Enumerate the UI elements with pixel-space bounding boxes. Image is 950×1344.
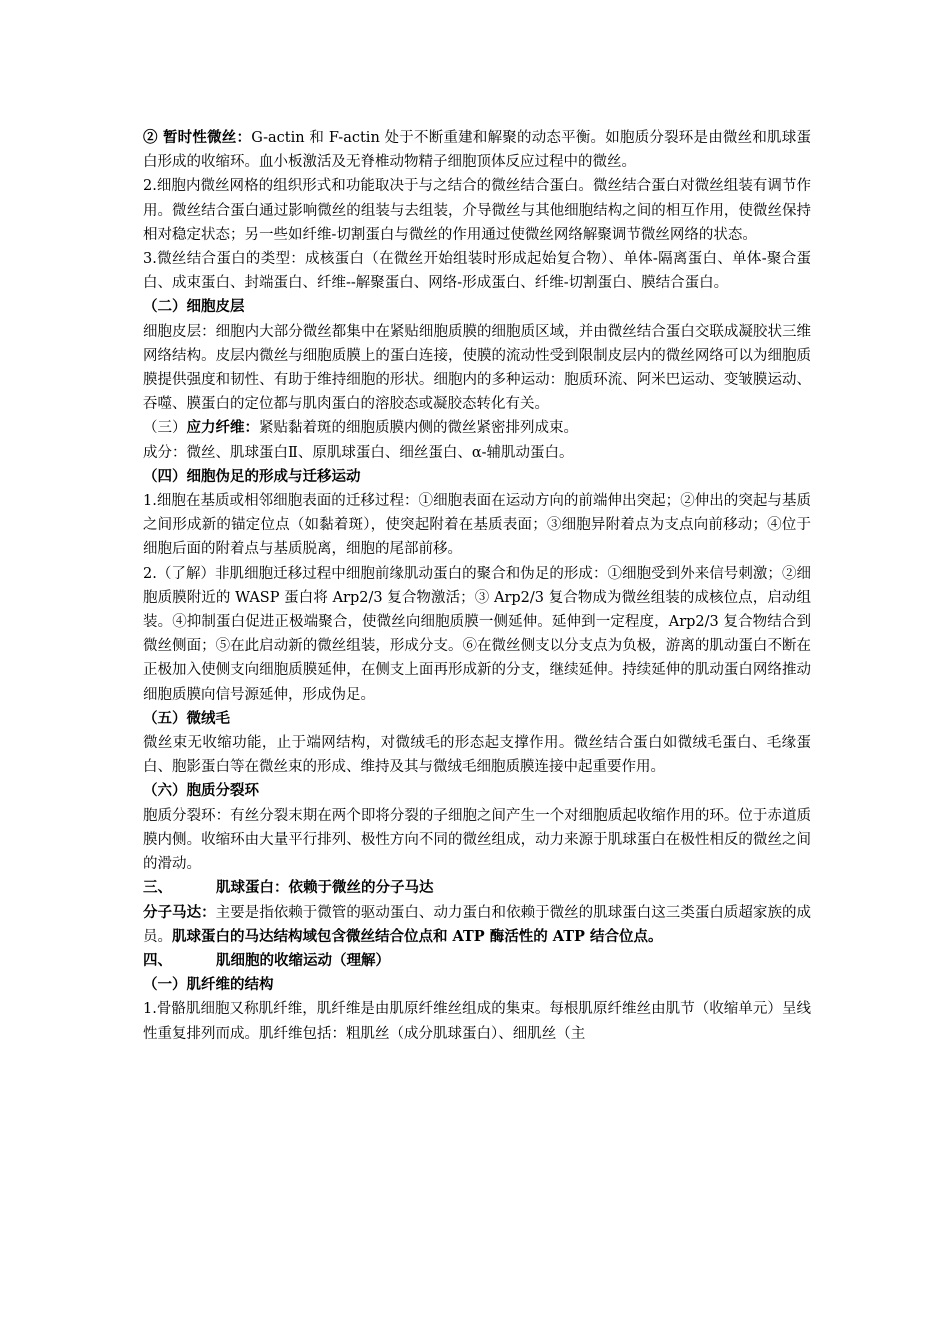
para-myofibril: 1.骨骼肌细胞又称肌纤维，肌纤维是由肌原纤维丝组成的集束。每根肌原纤维丝由肌节（收缩单元）呈线性重复排列而成。肌纤维包括：粗肌丝（成分肌球蛋白）、细肌丝（主 bbox=[143, 1001, 811, 1042]
para-stress-fiber bbox=[143, 416, 811, 440]
heading-contraction-number: 四、 bbox=[143, 951, 172, 969]
molecular-motor-text-1: 主要是指依赖于微管的驱动蛋白、动力蛋白和依赖于微丝的肌球蛋白这三类蛋白质超家族的成员。 bbox=[143, 904, 812, 945]
stress-fiber-prefix: （三） bbox=[143, 420, 187, 437]
heading-myosin-title: 肌球蛋白：依赖于微丝的分子马达 bbox=[216, 879, 434, 897]
stress-fiber-text: 紧贴黏着斑的细胞质膜内侧的微丝紧密排列成束。 bbox=[259, 420, 578, 437]
heading-muscle-contraction bbox=[143, 949, 811, 973]
para-microvilli: 微丝束无收缩功能，止于端网结构，对微绒毛的形态起支撑作用。微丝结合蛋白如微绒毛蛋白、毛缘蛋白、胞影蛋白等在微丝束的形成、维持及其与微绒毛细胞质膜连接中起重要作用。 bbox=[143, 735, 811, 776]
para-3: 3.微丝结合蛋白的类型：成核蛋白（在微丝开始组装时形成起始复合物）、单体-隔离蛋白、单体-聚合蛋白、成束蛋白、封端蛋白、纤维--解聚蛋白、网络-形成蛋白、纤维-切割蛋白、膜结合蛋白。 bbox=[143, 251, 811, 292]
heading-contractile-ring: （六）胞质分裂环 bbox=[143, 782, 259, 800]
heading-cell-cortex: （二）细胞皮层 bbox=[143, 298, 245, 316]
label-temporary-microfilament: ② 暂时性微丝： bbox=[143, 129, 252, 146]
stress-fiber-label: 应力纤维： bbox=[186, 419, 259, 437]
heading-myofibril-structure: （一）肌纤维的结构 bbox=[143, 976, 274, 994]
molecular-motor-label: 分子马达： bbox=[143, 903, 216, 921]
heading-myosin bbox=[143, 876, 811, 900]
para-migration-2: 2.（了解）非肌细胞迁移过程中细胞前缘肌动蛋白的聚合和伪足的形成：①细胞受到外来信号刺激；②细胞质膜附近的 WASP 蛋白将 Arp2/3 复合物激活；③ Arp2/3 复合物成为微丝组装的成核位点，启动组装。④抑制蛋白促进正极端聚合，使微丝向细胞质膜一侧延伸。延伸到一定程度，Arp2/3 复合物结合到微丝侧面；⑤在此启动新的微丝组装，形成分支。⑥在微丝侧支以分支点为负极，游离的肌动蛋白不断在正极加入使侧支向细胞质膜延伸，在侧支上面再形成新的分支，继续延伸。持续延伸的肌动蛋白网络推动细胞质膜向信号源延伸，形成伪足。 bbox=[143, 565, 811, 703]
heading-contraction-title: 肌细胞的收缩运动（理解） bbox=[216, 951, 390, 969]
para-1 bbox=[143, 126, 811, 174]
molecular-motor-text-2: 肌球蛋白的马达结构域包含微丝结合位点和 ATP 酶活性的 ATP 结合位点。 bbox=[172, 927, 663, 945]
para-1-text: G-actin 和 F-actin 处于不断重建和解聚的动态平衡。如胞质分裂环是由微丝和肌球蛋白形成的收缩环。血小板激活及无脊椎动物精子细胞顶体反应过程中的微丝。 bbox=[143, 130, 811, 171]
heading-pseudopod: （四）细胞伪足的形成与迁移运动 bbox=[143, 467, 361, 485]
para-contractile-ring: 胞质分裂环：有丝分裂末期在两个即将分裂的子细胞之间产生一个对细胞质起收缩作用的环。位于赤道质膜内侧。收缩环由大量平行排列、极性方向不同的微丝组成，动力来源于肌球蛋白在极性相反的微丝之间的滑动。 bbox=[143, 807, 811, 873]
para-2: 2.细胞内微丝网格的组织形式和功能取决于与之结合的微丝结合蛋白。微丝结合蛋白对微丝组装有调节作用。微丝结合蛋白通过影响微丝的组装与去组装，介导微丝与其他细胞结构之间的相互作用，使微丝保持相对稳定状态；另一些如纤维-切割蛋白与微丝的作用通过使微丝网络解聚调节微丝网络的状态。 bbox=[143, 178, 811, 243]
para-components: 成分：微丝、肌球蛋白Ⅱ、原肌球蛋白、细丝蛋白、α-辅肌动蛋白。 bbox=[143, 444, 574, 461]
para-molecular-motor bbox=[143, 901, 811, 949]
heading-myosin-number: 三、 bbox=[143, 879, 172, 897]
para-cortex: 细胞皮层：细胞内大部分微丝都集中在紧贴细胞质膜的细胞质区域，并由微丝结合蛋白交联成凝胶状三维网络结构。皮层内微丝与细胞质膜上的蛋白连接，使膜的流动性受到限制皮层内的微丝网络可以为细胞质膜提供强度和韧性、有助于维持细胞的形状。细胞内的多种运动：胞质环流、阿米巴运动、变皱膜运动、吞噬、膜蛋白的定位都与肌肉蛋白的溶胶态或凝胶态转化有关。 bbox=[143, 323, 811, 413]
heading-microvilli: （五）微绒毛 bbox=[143, 709, 230, 727]
para-migration-1: 1.细胞在基质或相邻细胞表面的迁移过程：①细胞表面在运动方向的前端伸出突起；②伸出的突起与基质之间形成新的锚定位点（如黏着斑），使突起附着在基质表面；③细胞异附着点为支点向前移动；④位于细胞后面的附着点与基质脱离，细胞的尾部前移。 bbox=[143, 493, 811, 558]
document-body bbox=[143, 126, 811, 1046]
